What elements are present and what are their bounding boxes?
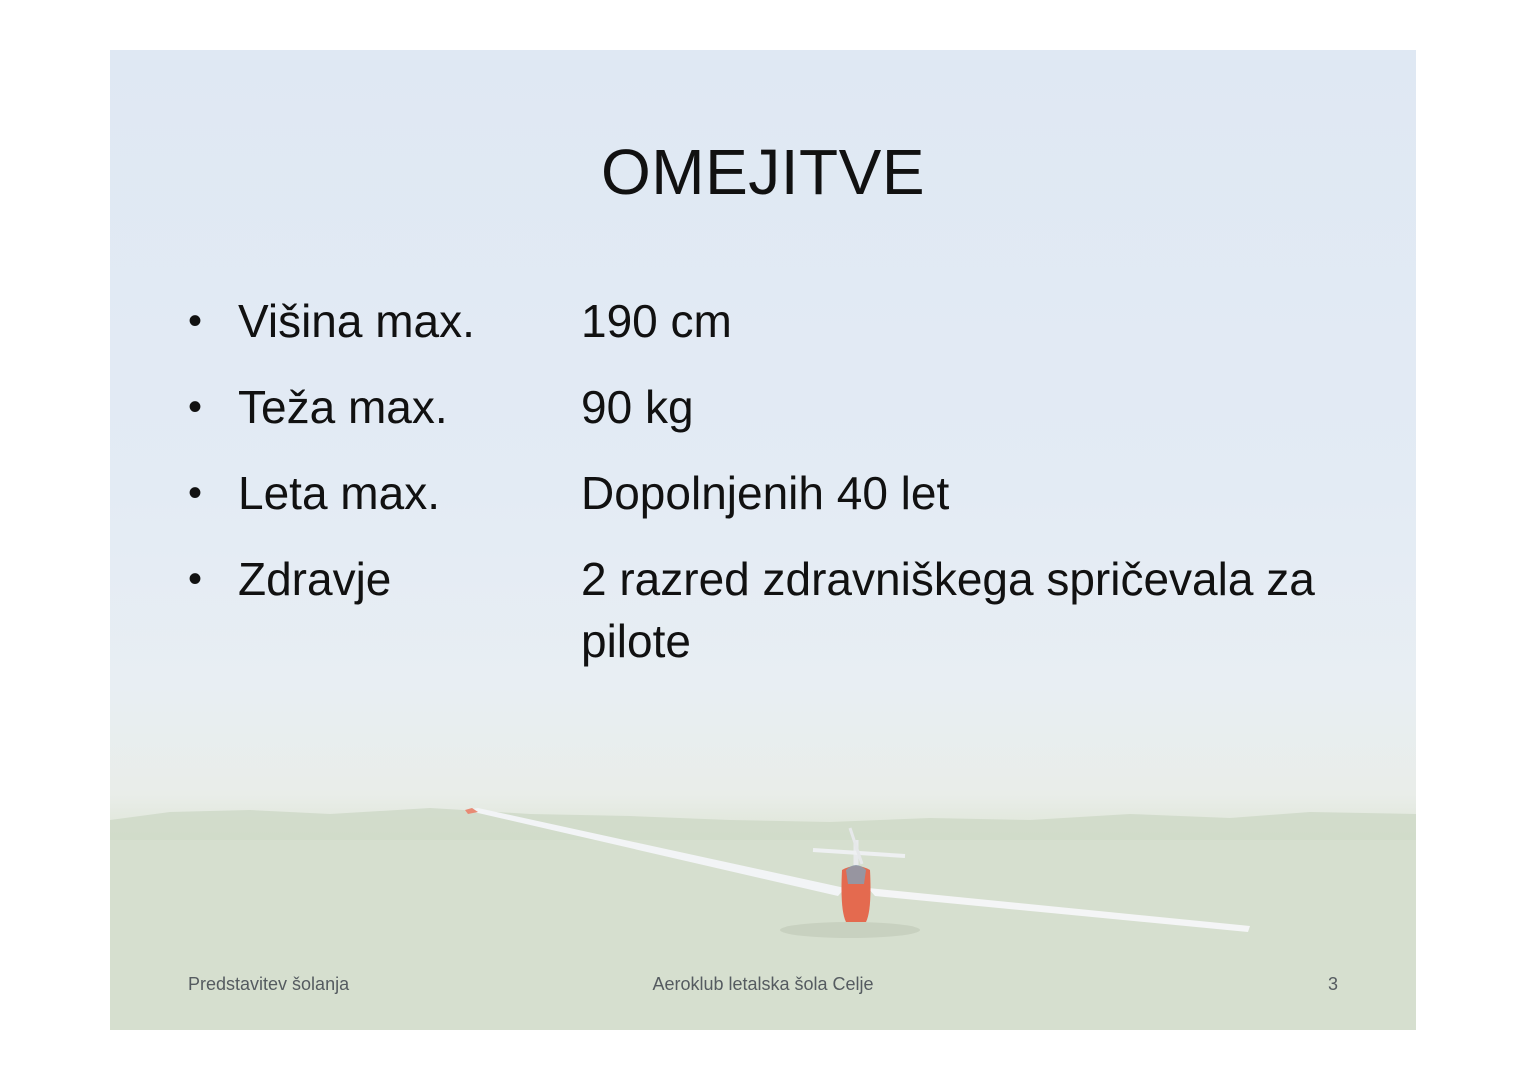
item-label: Teža max. — [238, 381, 448, 433]
item-value: 190 cm — [581, 295, 732, 347]
slide — [110, 50, 1416, 1030]
list-item-health — [188, 548, 1388, 667]
item-label: Leta max. — [238, 467, 440, 519]
glider-canopy — [846, 865, 866, 884]
bullet-icon: • — [188, 557, 203, 601]
bullet-icon: • — [188, 385, 203, 429]
bullet-icon: • — [188, 299, 203, 343]
item-value: 90 kg — [581, 381, 694, 433]
bullet-list — [188, 290, 1388, 667]
bullet-icon: • — [188, 471, 203, 515]
item-label: Višina max. — [238, 295, 475, 347]
item-value: Dopolnjenih 40 let — [581, 467, 950, 519]
footer-organization: Aeroklub letalska šola Celje — [652, 974, 874, 994]
list-item-height — [188, 290, 1388, 376]
item-value: 2 razred zdravniškega spričevala za pilote — [581, 553, 1315, 667]
grass-field — [110, 840, 1416, 1030]
list-item-age — [188, 462, 1388, 548]
slide-number: 3 — [1327, 974, 1338, 994]
footer-presentation-name: Predstavitev šolanja — [188, 974, 350, 994]
glider-shadow — [780, 922, 920, 938]
slide-title: OMEJITVE — [600, 136, 926, 208]
list-item-weight — [188, 376, 1388, 462]
item-label: Zdravje — [238, 553, 392, 605]
